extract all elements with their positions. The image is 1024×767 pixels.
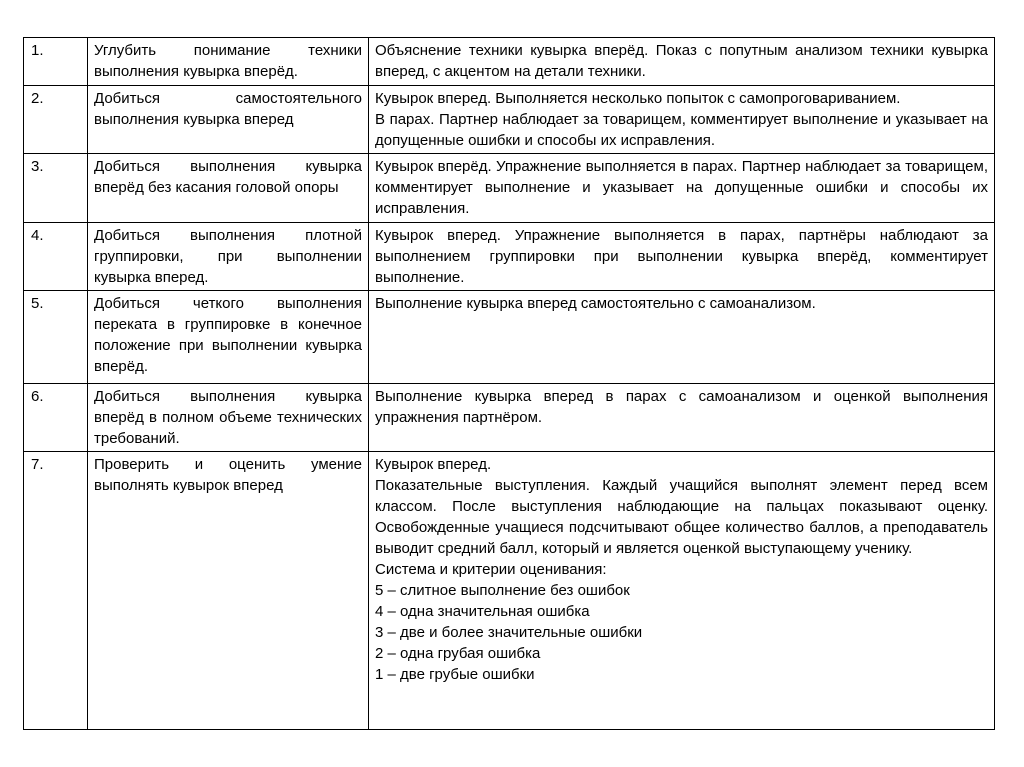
description-line: Кувырок вперед. Упражнение выполняется в парах, партнёры наблюдают за выполнением группировки при выполнении кувырка вперёд, комментирует выполнение.	[375, 227, 988, 286]
row-goal: Добиться четкого выполнения переката в группировке в конечное положение при выполнении кувырка вперёд.	[88, 291, 369, 384]
row-goal: Углубить понимание техники выполнения кувырка вперёд.	[88, 38, 369, 86]
row-goal: Добиться выполнения кувырка вперёд в полном объеме технических требований.	[88, 384, 369, 452]
criteria-item: 4 – одна значительная ошибка	[375, 603, 590, 620]
table-row	[24, 223, 995, 291]
description-line: Выполнение кувырка вперед в парах с самоанализом и оценкой выполнения упражнения партнёром.	[375, 388, 988, 426]
description-line: Кувырок вперед. Выполняется несколько попыток с самопроговариванием.	[375, 90, 901, 107]
table-row	[24, 86, 995, 154]
criteria-item: 3 – две и более значительные ошибки	[375, 624, 643, 641]
lesson-plan-table	[23, 37, 995, 730]
row-description	[369, 38, 995, 86]
row-number: 5.	[24, 291, 88, 384]
row-description	[369, 291, 995, 384]
row-description	[369, 154, 995, 223]
description-line: Кувырок вперед.	[375, 456, 492, 473]
row-goal: Добиться выполнения кувырка вперёд без касания головой опоры	[88, 154, 369, 223]
row-number: 2.	[24, 86, 88, 154]
criteria-heading: Система и критерии оценивания:	[375, 561, 607, 578]
table-row	[24, 154, 995, 223]
criteria-item: 5 – слитное выполнение без ошибок	[375, 582, 630, 599]
row-number: 7.	[24, 452, 88, 730]
table-row	[24, 38, 995, 86]
criteria-item: 1 – две грубые ошибки	[375, 666, 535, 683]
row-number: 3.	[24, 154, 88, 223]
description-line: Объяснение техники кувырка вперёд. Показ с попутным анализом техники кувырка вперед, с акцентом на детали техники.	[375, 42, 988, 80]
row-goal: Добиться самостоятельного выполнения кувырка вперед	[88, 86, 369, 154]
description-line: Кувырок вперёд. Упражнение выполняется в парах. Партнер наблюдает за товарищем, комментирует выполнение и указывает на допущенные ошибки и способы их исправления.	[375, 158, 988, 217]
criteria-item: 2 – одна грубая ошибка	[375, 645, 541, 662]
row-description	[369, 452, 995, 730]
table-row	[24, 452, 995, 730]
row-number: 4.	[24, 223, 88, 291]
row-number: 6.	[24, 384, 88, 452]
description-line: Показательные выступления. Каждый учащийся выполнят элемент перед всем классом. После выступления наблюдающие на пальцах показывают оценку. Освобожденные учащиеся подсчитывают общее количество баллов, а преподаватель выводит средний балл, который и является оценкой выступающему ученику.	[375, 477, 988, 557]
row-number: 1.	[24, 38, 88, 86]
row-description	[369, 223, 995, 291]
row-description	[369, 86, 995, 154]
table-row	[24, 384, 995, 452]
description-line: В парах. Партнер наблюдает за товарищем, комментирует выполнение и указывает на допущенные ошибки и способы их исправления.	[375, 111, 988, 149]
description-line: Выполнение кувырка вперед самостоятельно с самоанализом.	[375, 295, 816, 312]
row-goal: Проверить и оценить умение выполнять кувырок вперед	[88, 452, 369, 730]
row-description	[369, 384, 995, 452]
row-goal: Добиться выполнения плотной группировки, при выполнении кувырка вперед.	[88, 223, 369, 291]
table-row	[24, 291, 995, 384]
